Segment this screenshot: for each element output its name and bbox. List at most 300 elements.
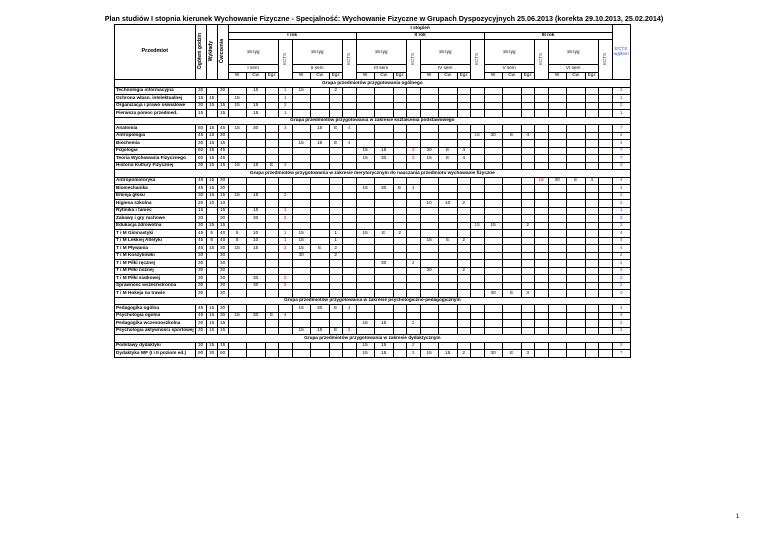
table-cell	[420, 327, 438, 335]
table-cell: 1	[278, 87, 292, 95]
table-cell: 30	[195, 222, 206, 230]
table-cell	[566, 305, 585, 313]
table-cell	[548, 282, 566, 290]
table-cell	[356, 327, 374, 335]
table-cell: 30	[195, 290, 206, 298]
table-cell	[246, 132, 265, 140]
year-3-header: III rok	[484, 32, 612, 40]
table-cell	[470, 267, 484, 275]
table-cell	[246, 177, 265, 185]
table-cell	[329, 110, 342, 118]
table-cell	[228, 147, 246, 155]
table-cell	[502, 282, 521, 290]
table-cell	[585, 342, 598, 350]
table-cell	[374, 237, 393, 245]
ects-total-cell: 3	[612, 162, 630, 170]
table-cell	[228, 260, 246, 268]
table-cell	[292, 275, 310, 283]
table-cell	[438, 267, 457, 275]
weeks-label: 15 tyg	[292, 40, 342, 65]
table-cell	[521, 230, 534, 238]
table-cell	[566, 95, 585, 103]
table-cell: 30	[246, 275, 265, 283]
table-cell	[265, 327, 278, 335]
table-row	[115, 87, 631, 95]
table-cell	[374, 275, 393, 283]
table-cell: 15	[206, 312, 217, 320]
table-cell	[228, 110, 246, 118]
table-cell: 1	[329, 237, 342, 245]
table-cell	[502, 222, 521, 230]
table-cell	[548, 162, 566, 170]
table-cell	[228, 275, 246, 283]
table-cell	[548, 252, 566, 260]
table-cell	[598, 95, 612, 103]
table-cell	[598, 290, 612, 298]
table-cell: 30	[484, 350, 502, 358]
table-cell	[566, 192, 585, 200]
subcolumn-header: Egz	[329, 72, 342, 80]
table-cell	[502, 312, 521, 320]
table-cell	[457, 282, 470, 290]
table-cell	[246, 267, 265, 275]
table-cell	[393, 282, 406, 290]
table-cell: 2	[278, 275, 292, 283]
table-cell	[206, 290, 217, 298]
table-cell: 15	[206, 147, 217, 155]
table-cell	[470, 185, 484, 193]
table-cell	[585, 282, 598, 290]
table-cell	[457, 320, 470, 328]
table-cell: 4	[278, 312, 292, 320]
table-cell: 2	[457, 350, 470, 358]
table-cell	[406, 200, 420, 208]
table-cell	[521, 282, 534, 290]
subject-name: Rytmika i taniec	[115, 207, 196, 215]
table-cell	[457, 290, 470, 298]
table-cell	[566, 155, 585, 163]
study-plan-table	[114, 24, 631, 358]
table-cell	[534, 230, 548, 238]
table-cell	[484, 192, 502, 200]
table-cell	[420, 245, 438, 253]
table-cell	[310, 87, 329, 95]
table-cell	[342, 222, 356, 230]
table-cell: 15	[195, 95, 206, 103]
table-cell	[310, 185, 329, 193]
table-cell	[521, 177, 534, 185]
table-cell	[438, 305, 457, 313]
table-cell: 30	[195, 282, 206, 290]
table-cell	[548, 102, 566, 110]
table-cell	[356, 260, 374, 268]
table-cell	[502, 185, 521, 193]
table-cell	[457, 125, 470, 133]
table-cell	[374, 200, 393, 208]
table-cell	[342, 215, 356, 223]
table-cell	[406, 162, 420, 170]
table-cell	[342, 162, 356, 170]
table-cell	[406, 290, 420, 298]
group-heading: Grupa przedmiotów przygotowania w zakresie merytorycznym do nauczania przedmiotu wychowanie fizyczne	[115, 170, 631, 178]
table-cell: 2	[457, 237, 470, 245]
table-cell	[484, 162, 502, 170]
table-cell	[393, 327, 406, 335]
table-cell: 15	[356, 320, 374, 328]
table-row	[115, 305, 631, 313]
table-cell	[406, 222, 420, 230]
table-cell: 15	[292, 245, 310, 253]
table-cell	[566, 110, 585, 118]
subject-name: Anatomia	[115, 125, 196, 133]
table-cell: E	[438, 147, 457, 155]
table-cell: 30	[195, 102, 206, 110]
table-cell	[246, 95, 265, 103]
ects-total-cell: 4	[612, 140, 630, 148]
table-cell	[393, 215, 406, 223]
table-cell	[265, 275, 278, 283]
table-cell: 2	[278, 102, 292, 110]
table-cell: 30	[246, 125, 265, 133]
table-cell	[246, 252, 265, 260]
table-cell	[438, 95, 457, 103]
table-cell	[598, 207, 612, 215]
table-cell	[438, 260, 457, 268]
table-cell	[393, 155, 406, 163]
table-cell	[329, 155, 342, 163]
table-cell	[374, 215, 393, 223]
table-cell	[585, 200, 598, 208]
table-cell	[438, 342, 457, 350]
table-cell: E	[374, 230, 393, 238]
table-cell: 45	[195, 132, 206, 140]
table-row	[115, 200, 631, 208]
table-cell	[457, 327, 470, 335]
table-cell	[374, 95, 393, 103]
table-cell	[566, 125, 585, 133]
table-cell: 15	[356, 185, 374, 193]
subcolumn-header: W	[292, 72, 310, 80]
semester-label: IV sem	[420, 65, 470, 73]
table-cell: 15	[195, 207, 206, 215]
table-cell	[521, 342, 534, 350]
table-cell	[246, 155, 265, 163]
table-cell	[534, 147, 548, 155]
table-cell	[521, 155, 534, 163]
table-cell: 10	[420, 200, 438, 208]
table-cell	[484, 267, 502, 275]
table-cell	[521, 305, 534, 313]
table-cell	[406, 312, 420, 320]
table-cell: 30	[246, 282, 265, 290]
table-cell	[534, 312, 548, 320]
table-cell	[278, 185, 292, 193]
table-row	[115, 342, 631, 350]
table-cell	[585, 237, 598, 245]
table-cell	[406, 237, 420, 245]
table-cell	[484, 327, 502, 335]
table-cell	[585, 290, 598, 298]
table-cell	[342, 200, 356, 208]
ects-total-cell: 2	[612, 215, 630, 223]
ects-total-cell: 2	[612, 320, 630, 328]
table-cell	[420, 320, 438, 328]
table-cell	[502, 110, 521, 118]
table-cell	[521, 312, 534, 320]
table-cell	[585, 327, 598, 335]
table-cell	[484, 230, 502, 238]
table-cell	[310, 207, 329, 215]
table-cell	[534, 155, 548, 163]
ects-total-cell: 2	[612, 102, 630, 110]
table-cell	[566, 102, 585, 110]
table-cell	[228, 290, 246, 298]
table-cell	[329, 95, 342, 103]
table-cell	[329, 185, 342, 193]
table-cell: 30	[374, 155, 393, 163]
table-cell	[566, 147, 585, 155]
table-cell	[470, 140, 484, 148]
subject-name: Ochrona własn. intelektualnej	[115, 95, 196, 103]
table-cell	[310, 260, 329, 268]
table-cell	[374, 207, 393, 215]
table-cell: 45	[195, 305, 206, 313]
table-cell	[585, 125, 598, 133]
table-cell: 15	[374, 342, 393, 350]
table-cell: 20	[195, 200, 206, 208]
ects-total-cell: 4	[612, 230, 630, 238]
table-cell	[585, 275, 598, 283]
table-cell	[374, 87, 393, 95]
table-cell	[374, 327, 393, 335]
table-cell	[246, 200, 265, 208]
table-cell	[438, 185, 457, 193]
table-cell	[457, 87, 470, 95]
table-cell	[585, 312, 598, 320]
table-cell	[393, 275, 406, 283]
table-cell: 30	[484, 290, 502, 298]
table-cell	[292, 350, 310, 358]
table-cell	[457, 305, 470, 313]
table-cell: 3	[278, 125, 292, 133]
table-cell: 15	[206, 162, 217, 170]
table-cell	[228, 342, 246, 350]
subcolumn-header: Ćw	[246, 72, 265, 80]
table-cell	[521, 320, 534, 328]
table-cell: 15	[356, 230, 374, 238]
table-cell	[598, 200, 612, 208]
table-cell	[342, 87, 356, 95]
table-cell	[566, 87, 585, 95]
table-row	[115, 267, 631, 275]
table-cell: 30	[217, 290, 228, 298]
table-cell	[484, 87, 502, 95]
table-cell	[566, 267, 585, 275]
table-cell	[470, 342, 484, 350]
table-cell	[420, 312, 438, 320]
table-cell	[310, 162, 329, 170]
table-cell: 2	[521, 222, 534, 230]
semester-label: VI sem	[548, 65, 598, 73]
table-cell	[420, 282, 438, 290]
table-cell	[292, 312, 310, 320]
table-cell	[457, 222, 470, 230]
table-cell: 2	[406, 320, 420, 328]
table-cell	[393, 222, 406, 230]
table-cell	[265, 342, 278, 350]
table-cell	[406, 305, 420, 313]
table-cell	[548, 140, 566, 148]
table-cell	[457, 275, 470, 283]
table-cell	[329, 275, 342, 283]
table-cell	[374, 245, 393, 253]
table-row	[115, 320, 631, 328]
table-cell	[406, 87, 420, 95]
table-cell: 15	[206, 192, 217, 200]
table-cell	[228, 140, 246, 148]
table-cell	[265, 305, 278, 313]
subject-name: Biomechanika	[115, 185, 196, 193]
table-cell	[484, 342, 502, 350]
table-cell	[521, 147, 534, 155]
table-cell	[393, 252, 406, 260]
subject-name: Antropomotoryka	[115, 177, 196, 185]
table-cell	[356, 200, 374, 208]
table-cell	[534, 95, 548, 103]
table-cell	[457, 312, 470, 320]
table-cell	[534, 222, 548, 230]
table-cell: E	[265, 162, 278, 170]
table-cell: 30	[217, 245, 228, 253]
table-cell	[566, 275, 585, 283]
table-cell: 15	[356, 350, 374, 358]
table-cell	[374, 305, 393, 313]
table-cell: 3	[406, 147, 420, 155]
table-cell	[457, 140, 470, 148]
table-cell: 15	[292, 237, 310, 245]
table-cell	[548, 350, 566, 358]
table-cell	[329, 192, 342, 200]
table-cell	[342, 110, 356, 118]
table-cell	[548, 125, 566, 133]
table-cell	[470, 237, 484, 245]
table-cell	[548, 155, 566, 163]
table-cell	[566, 350, 585, 358]
table-cell	[265, 252, 278, 260]
table-cell	[502, 252, 521, 260]
subject-name: Technologia informacyjna	[115, 87, 196, 95]
table-cell	[342, 237, 356, 245]
table-cell	[566, 185, 585, 193]
table-cell	[310, 267, 329, 275]
table-cell	[598, 87, 612, 95]
table-cell	[406, 177, 420, 185]
table-cell	[438, 290, 457, 298]
table-cell	[438, 245, 457, 253]
table-cell	[393, 245, 406, 253]
table-cell: 2	[278, 245, 292, 253]
table-cell	[457, 95, 470, 103]
group-heading: Grupa przedmiotów przygotowania w zakresie psychologiczno-pedagogicznym	[115, 297, 631, 305]
table-cell	[393, 177, 406, 185]
table-cell: 15	[206, 320, 217, 328]
table-cell	[534, 350, 548, 358]
table-cell	[374, 290, 393, 298]
table-cell: E	[265, 312, 278, 320]
table-cell: 30	[195, 260, 206, 268]
table-cell	[534, 207, 548, 215]
ects-header: ECTS	[406, 40, 420, 80]
table-cell: 15	[206, 95, 217, 103]
table-cell	[521, 327, 534, 335]
table-cell	[420, 177, 438, 185]
table-cell: 30	[292, 252, 310, 260]
subject-name: T i M Hokeja na trawie	[115, 290, 196, 298]
table-cell	[228, 252, 246, 260]
table-cell	[521, 162, 534, 170]
table-row	[115, 260, 631, 268]
table-cell: 60	[217, 350, 228, 358]
table-cell	[278, 147, 292, 155]
table-cell: 15	[420, 350, 438, 358]
table-cell	[265, 267, 278, 275]
table-cell: 30	[217, 87, 228, 95]
table-cell: 15	[292, 327, 310, 335]
table-cell	[265, 320, 278, 328]
ects-total-cell: 2	[612, 327, 630, 335]
table-cell	[548, 290, 566, 298]
table-cell: 2	[329, 252, 342, 260]
table-cell	[548, 305, 566, 313]
table-cell	[420, 95, 438, 103]
table-cell	[356, 237, 374, 245]
table-cell	[310, 147, 329, 155]
table-cell	[393, 237, 406, 245]
table-cell: 15	[228, 125, 246, 133]
table-cell	[356, 192, 374, 200]
table-cell	[228, 267, 246, 275]
table-cell: 15	[246, 207, 265, 215]
table-cell: E	[329, 327, 342, 335]
table-cell	[484, 320, 502, 328]
table-cell	[265, 207, 278, 215]
table-cell	[217, 95, 228, 103]
table-cell	[356, 252, 374, 260]
table-cell	[470, 95, 484, 103]
table-cell: 2	[457, 267, 470, 275]
table-cell: 4	[521, 132, 534, 140]
subject-name: Pierwsza pomoc przedmed.	[115, 110, 196, 118]
table-cell: 15	[374, 350, 393, 358]
table-cell	[292, 102, 310, 110]
table-cell	[484, 215, 502, 223]
table-cell	[484, 147, 502, 155]
table-cell	[292, 95, 310, 103]
ects-total-cell: 4	[612, 245, 630, 253]
table-cell	[374, 312, 393, 320]
ects-total-cell: 2	[612, 222, 630, 230]
table-cell	[585, 192, 598, 200]
table-cell	[438, 110, 457, 118]
table-cell	[502, 87, 521, 95]
table-cell	[598, 342, 612, 350]
subject-name: T i M Pływania	[115, 245, 196, 253]
table-cell: 30	[374, 185, 393, 193]
table-cell: 45	[195, 237, 206, 245]
table-cell	[265, 132, 278, 140]
subcolumn-header: Ćw	[310, 72, 329, 80]
ects-total-cell: 1	[612, 95, 630, 103]
